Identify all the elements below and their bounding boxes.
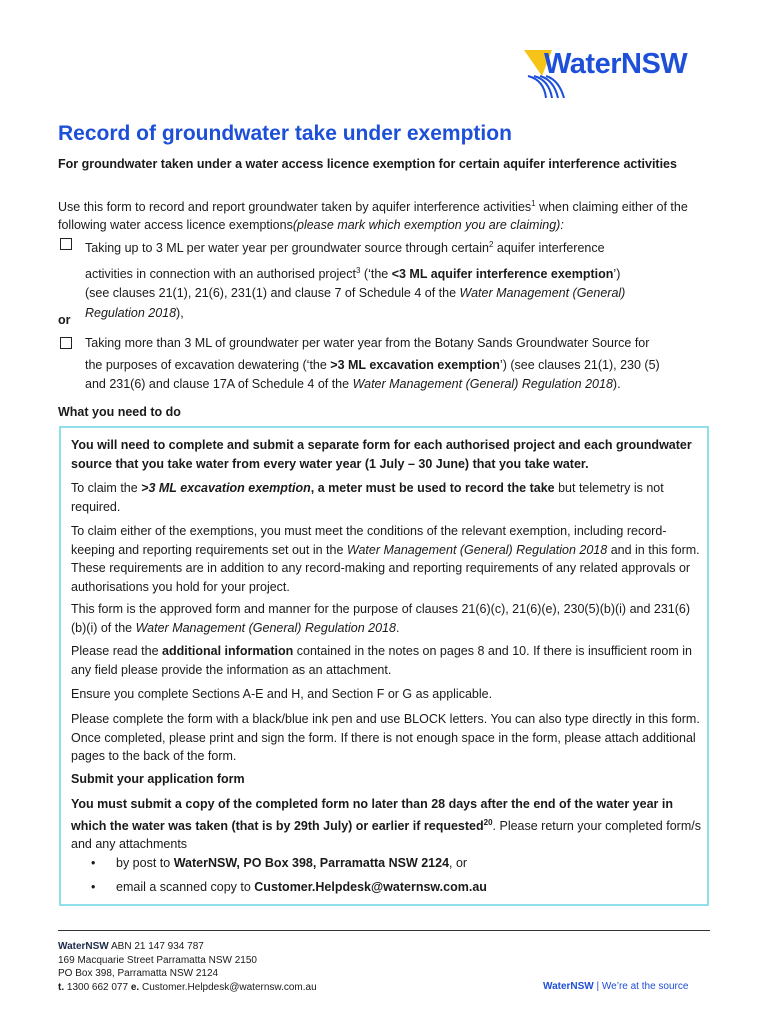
exemption-2-checkbox[interactable] — [60, 337, 72, 349]
page-subtitle: For groundwater taken under a water access licence exemption for certain aquifer interference activities — [58, 157, 677, 171]
footer-tagline: WaterNSW | We’re at the source — [543, 981, 689, 992]
instruction-sections: Ensure you complete Sections A-E and H, and Section F or G as applicable. — [71, 687, 493, 701]
intro-paragraph: Use this form to record and report groundwater taken by aquifer interference activities$^1$ when claiming either of the following water access licence exemptions(please mark which exemption you are claiming): — [58, 199, 688, 233]
what-you-need-heading: What you need to do — [58, 405, 181, 419]
or-separator: or — [58, 313, 71, 327]
instruction-separate-form: You will need to complete and submit a separate form for each authorised project and each groundwater source that you take water from every water year (1 July – 30 June) that you take water. — [71, 438, 692, 471]
instruction-approved-form: This form is the approved form and manner for the purpose of clauses 21(6)(c), 21(6)(e), 230(5)(b)(i) and 231(6)(b)(i) of the Water Management (General) Regulation 2018. — [71, 602, 691, 635]
exemption-option-2: Taking more than 3 ML of groundwater per water year from the Botany Sands Groundwater Source for the purposes of excavation dewatering (‘the >3 ML excavation exemption’) (see clauses 21(1), 230 (5) and 231(6) and clause 17A of Schedule 4 of the Water Management (General) Regulation 2018). — [58, 334, 718, 395]
helpdesk-email-link[interactable]: Customer.Helpdesk@waternsw.com.au — [254, 880, 487, 894]
footer-divider — [58, 930, 710, 931]
logo-wordmark: WaterNSW — [544, 48, 688, 80]
instructions-box — [59, 426, 709, 906]
instruction-block-letters: Please complete the form with a black/blue ink pen and use BLOCK letters. You can also type directly in this form. Once completed, please print and sign the form. If there is not enough space in the form, please attach additional pages to the back of the form. — [71, 712, 700, 763]
footer-email[interactable]: Customer.Helpdesk@waternsw.com.au — [139, 981, 317, 993]
bullet-dot: • — [91, 856, 96, 870]
instruction-conditions: To claim either of the exemptions, you must meet the conditions of the relevant exemption, including record-keeping and reporting requirements set out in the Water Management (General) Regulation 2018 and in this form. These requirements are in addition to any record-making and reporting requirements of any related approvals or authorisations you hold for your project. — [71, 524, 700, 594]
page-title: Record of groundwater take under exemption — [58, 122, 512, 145]
submit-by-email: email a scanned copy to Customer.Helpdesk@waternsw.com.au — [116, 880, 487, 894]
instruction-additional-info: Please read the additional information contained in the notes on pages 8 and 10. If there is insufficient room in any field please provide the information as an attachment. — [71, 644, 692, 677]
instruction-submit-deadline: You must submit a copy of the completed form no later than 28 days after the end of the water year in which the water was taken (that is by 29th July) or earlier if requested$^{20}$. Please return your completed form/s and any attachments — [71, 797, 701, 852]
exemption-option-1: Taking up to 3 ML per water year per groundwater source through certain$^2$ aquifer interference activities in connection with an authorised project$^3$ (‘the <3 ML aquifer interference exemption’) (see clauses 21(1), 21(6), 231(1) and clause 7 of Schedule 4 of the Water Management (General) Regulation 2018), — [58, 235, 718, 323]
instruction-meter: To claim the >3 ML excavation exemption, a meter must be used to record the take but telemetry is not required. — [71, 481, 664, 514]
bullet-dot: • — [91, 880, 96, 894]
exemption-1-checkbox[interactable] — [60, 238, 72, 250]
submit-by-post: by post to WaterNSW, PO Box 398, Parramatta NSW 2124, or — [116, 856, 468, 870]
footer-phone[interactable]: 1300 662 077 — [64, 981, 131, 993]
footer-contact: WaterNSW ABN 21 147 934 787 169 Macquarie Street Parramatta NSW 2150 PO Box 398, Parramatta NSW 2124 t. 1300 662 077 e. Customer.Helpdesk@waternsw.com.au — [58, 941, 317, 993]
submit-heading: Submit your application form — [71, 772, 245, 786]
